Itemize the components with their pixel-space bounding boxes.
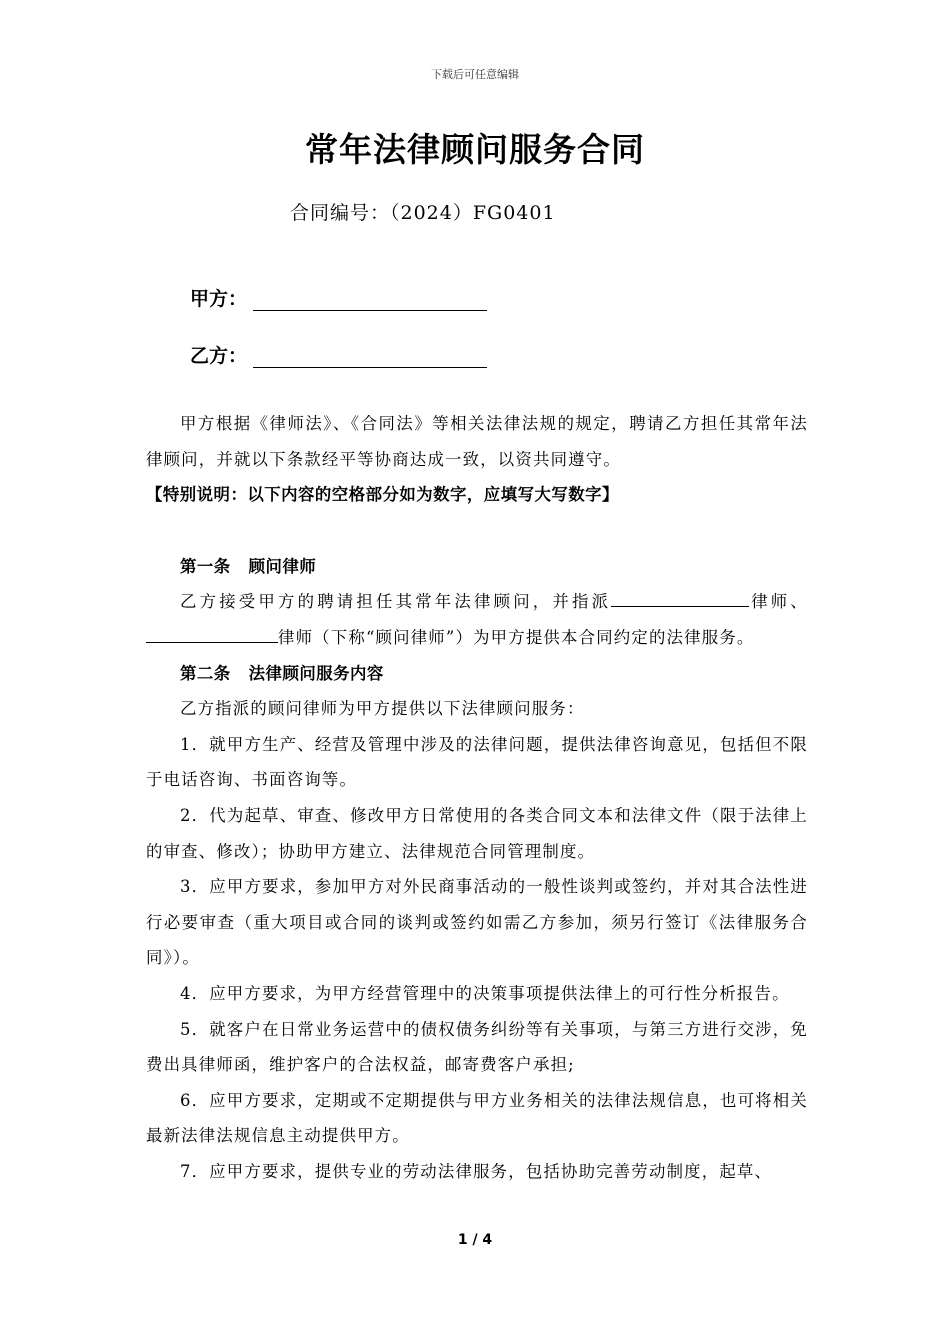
article-2-heading bbox=[146, 656, 808, 692]
page-number: 1 / 4 bbox=[457, 1232, 493, 1248]
header-note: 下载后可任意编辑 bbox=[431, 68, 519, 81]
intro-paragraph: 甲方根据《律师法》、《合同法》等相关法律法规的规定，聘请乙方担任其常年法律顾问，并就以下条款经平等协商达成一致，以资共同遵守。 bbox=[146, 414, 808, 469]
document-title: 常年法律顾问服务合同 bbox=[305, 130, 645, 169]
service-item-7: 7．应甲方要求，提供专业的劳动法律服务，包括协助完善劳动制度，起草、 bbox=[180, 1161, 773, 1181]
article-1-text-part3: 律师（下称“顾问律师”）为甲方提供本合同约定的法律服务。 bbox=[278, 627, 755, 647]
article-2-number: 第二条 bbox=[180, 663, 231, 683]
special-note: 【特别说明：以下内容的空格部分如为数字，应填写大写数字】 bbox=[146, 485, 619, 505]
lawyer-blank-2 bbox=[146, 624, 278, 643]
service-item-3: 3．应甲方要求，参加甲方对外民商事活动的一般性谈判或签约，并对其合法性进行必要审查（重大项目或合同的谈判或签约如需乙方参加，须另行签订《法律服务合同》）。 bbox=[146, 877, 808, 968]
service-item-4: 4．应甲方要求，为甲方经营管理中的决策事项提供法律上的可行性分析报告。 bbox=[180, 983, 790, 1003]
article-1-number: 第一条 bbox=[180, 556, 231, 576]
article-1-text-part1: 乙方接受甲方的聘请担任其常年法律顾问，并指派 bbox=[180, 592, 612, 612]
service-item-6: 6．应甲方要求，定期或不定期提供与甲方业务相关的法律法规信息，也可将相关最新法律法规信息主动提供甲方。 bbox=[146, 1090, 808, 1146]
party-b-blank-line bbox=[253, 347, 487, 368]
party-a-blank-line bbox=[253, 290, 487, 311]
contract-body bbox=[146, 406, 808, 1189]
article-2-title: 法律顾问服务内容 bbox=[248, 663, 384, 683]
article-2-intro: 乙方指派的顾问律师为甲方提供以下法律顾问服务： bbox=[180, 699, 585, 719]
party-b-label: 乙方： bbox=[190, 345, 248, 367]
service-item-5: 5．就客户在日常业务运营中的债权债务纠纷等有关事项，与第三方进行交涉，免费出具律师函，维护客户的合法权益，邮寄费客户承担; bbox=[146, 1019, 808, 1075]
lawyer-blank-1 bbox=[611, 588, 749, 607]
party-b-row bbox=[190, 341, 487, 368]
service-item-2: 2．代为起草、审查、修改甲方日常使用的各类合同文本和法律文件（限于法律上的审查、修改）；协助甲方建立、法律规范合同管理制度。 bbox=[146, 805, 808, 861]
contract-number: 合同编号：（2024）FG0401 bbox=[290, 202, 556, 224]
party-a-row bbox=[190, 284, 487, 311]
section-spacer bbox=[146, 513, 808, 549]
party-a-label: 甲方： bbox=[190, 288, 248, 310]
article-1-heading bbox=[146, 549, 808, 585]
service-item-1: 1．就甲方生产、经营及管理中涉及的法律问题，提供法律咨询意见，包括但不限于电话咨询、书面咨询等。 bbox=[146, 734, 808, 790]
article-1-text bbox=[146, 584, 808, 655]
article-1-text-part2: 律师、 bbox=[749, 592, 808, 612]
article-1-title: 顾问律师 bbox=[248, 556, 317, 576]
